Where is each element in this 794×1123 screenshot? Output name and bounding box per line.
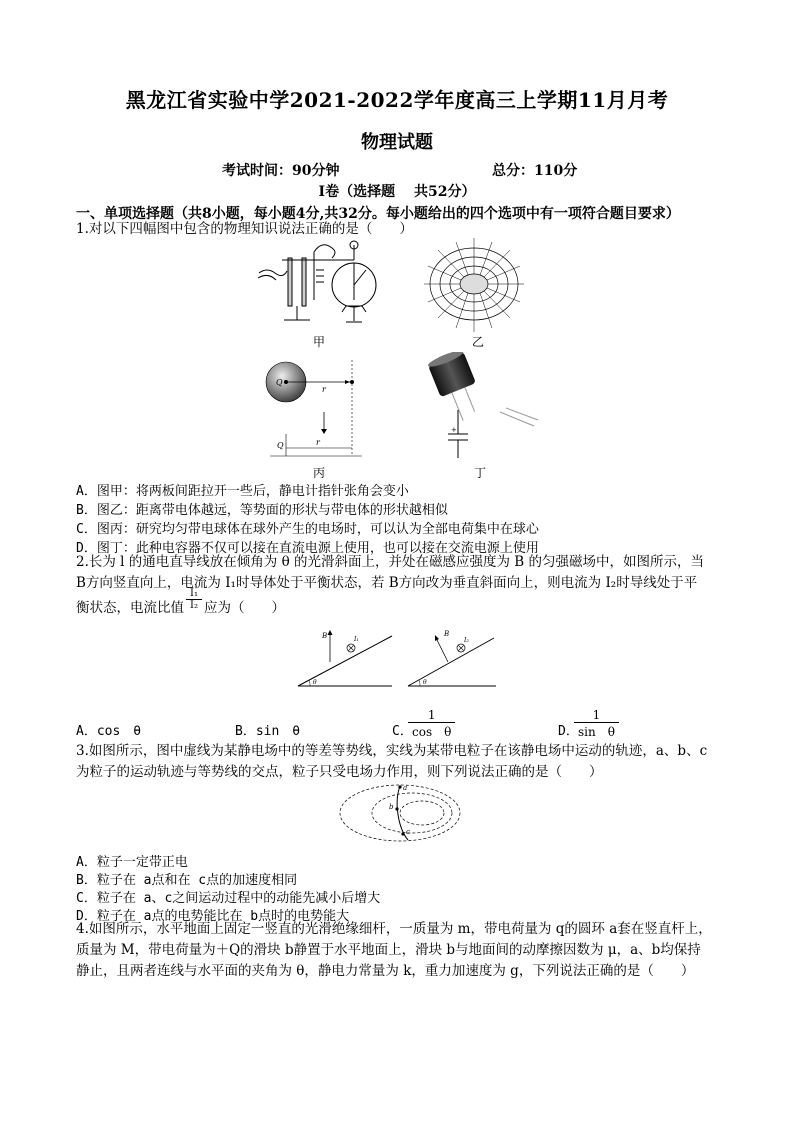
q3-option-a[interactable]: A．粒子一定带正电 xyxy=(76,855,188,870)
q1-option-d[interactable]: D．图丁：此种电容器不仅可以接在直流电源上使用，也可以接在交流电源上使用 xyxy=(76,541,539,556)
q2-option-c-num: 1 xyxy=(408,708,455,723)
q2-line3-pre: 衡状态，电流比值 xyxy=(76,600,184,616)
fig-label-jia: 甲 xyxy=(313,335,326,349)
svg-text:r: r xyxy=(322,385,326,394)
svg-text:a: a xyxy=(403,784,408,792)
q2-ratio-den: I₂ xyxy=(190,600,198,611)
q4-line3: 静止，且两者连线与水平面的夹角为 θ，静电力常量为 k，重力加速度为 g，下列说法正确的是（ ） xyxy=(76,963,695,979)
q3-line2: 为粒子的运动轨迹与等势线的交点，粒子只受电场力作用，则下列说法正确的是（ ） xyxy=(76,764,603,780)
q2-ratio xyxy=(186,588,202,611)
figure-yi-equipotential xyxy=(420,236,528,336)
svg-text:I₂: I₂ xyxy=(464,637,469,644)
fig-label-ding: 丁 xyxy=(474,466,487,480)
svg-text:I₁: I₁ xyxy=(354,636,359,643)
q3-line1: 3.如图所示，图中虚线为某静电场中的等差等势线，实线为某带电粒子在该静电场中运动的轨迹，a、b、c xyxy=(76,743,708,759)
exam-title: 黑龙江省实验中学2021-2022学年度高三上学期11月月考 xyxy=(125,88,669,112)
q2-option-d-frac xyxy=(574,708,619,740)
q2-option-c[interactable]: C． xyxy=(392,724,413,739)
q2-option-a[interactable]: A．cos θ xyxy=(76,724,142,739)
q2-line2: B方向竖直向上，电流为 I₁时导体处于平衡状态，若 B方向改为垂直斜面向上，则电流为 I₂时导线处于平 xyxy=(76,575,698,591)
part-heading: I卷（选择题 共52分） xyxy=(318,184,476,200)
svg-text:Q: Q xyxy=(277,441,284,450)
q2-line1: 2.长为 l 的通电直导线放在倾角为 θ 的光滑斜面上，并处在磁感应强度为 B 的匀强磁场中，如图所示，当 xyxy=(76,554,704,570)
q3-option-d[interactable]: D．粒子在 a点的电势能比在 b点时的电势能大 xyxy=(76,909,350,924)
q1-stem: 1.对以下四幅图中包含的物理知识说法正确的是（ ） xyxy=(76,221,413,237)
q2-line3-post: 应为（ ） xyxy=(204,600,285,616)
q4-line2: 质量为 M，带电荷量为＋Q的滑块 b静置于水平地面上，滑块 b与地面间的动摩擦因数为 μ，a、b均保持 xyxy=(76,942,701,958)
q1-option-b[interactable]: B．图乙：距离带电体越远，等势面的形状与带电体的形状越相似 xyxy=(76,503,448,518)
svg-text:r: r xyxy=(316,438,320,447)
figure-jia-electrometer xyxy=(254,240,384,330)
figure-bing-sphere xyxy=(262,352,370,462)
section-heading: 一、单项选择题（共8小题，每小题4分,共32分。每小题给出的四个选项中有一项符合题目要求） xyxy=(76,206,680,222)
q4-line1: 4.如图所示，水平地面上固定一竖直的光滑绝缘细杆，一质量为 m，带电荷量为 q的圆环 a套在竖直杆上， xyxy=(76,921,712,937)
svg-text:+: + xyxy=(451,426,457,434)
q2-option-c-den: cos θ xyxy=(412,725,452,739)
figure-q2-incline-right xyxy=(406,622,498,688)
figure-ding-capacitor xyxy=(420,352,540,462)
q2-ratio-num: I₁ xyxy=(186,588,202,600)
svg-text:B: B xyxy=(322,632,328,640)
q2-option-d-den: sin θ xyxy=(578,725,615,739)
svg-text:θ: θ xyxy=(423,679,427,686)
q2-option-b[interactable]: B．sin θ xyxy=(235,724,301,739)
q3-option-c[interactable]: C．粒子在 a、c之间运动过程中的动能先减小后增大 xyxy=(76,891,381,906)
figure-q3-field xyxy=(336,780,466,846)
q1-option-a[interactable]: A．图甲：将两板间距拉开一些后，静电计指针张角会变小 xyxy=(76,484,409,499)
svg-text:c: c xyxy=(406,828,410,836)
q3-option-b[interactable]: B．粒子在 a点和在 c点的加速度相同 xyxy=(76,873,298,888)
total-score: 总分：110分 xyxy=(492,163,578,179)
fig-label-yi: 乙 xyxy=(472,335,485,349)
svg-text:θ: θ xyxy=(313,679,317,686)
exam-subtitle: 物理试题 xyxy=(361,132,433,153)
q1-option-c[interactable]: C．图丙：研究均匀带电球体在球外产生的电场时，可以认为全部电荷集中在球心 xyxy=(76,522,539,537)
figure-q2-incline-left xyxy=(296,622,396,688)
svg-text:B: B xyxy=(444,630,450,638)
exam-time: 考试时间：90分钟 xyxy=(222,163,340,179)
q2-option-d-num: 1 xyxy=(574,708,619,723)
q2-option-c-frac xyxy=(408,708,455,740)
fig-label-bing: 丙 xyxy=(313,466,326,480)
q2-option-d[interactable]: D． xyxy=(558,724,579,739)
svg-text:b: b xyxy=(389,803,394,811)
svg-text:Q: Q xyxy=(276,378,283,387)
